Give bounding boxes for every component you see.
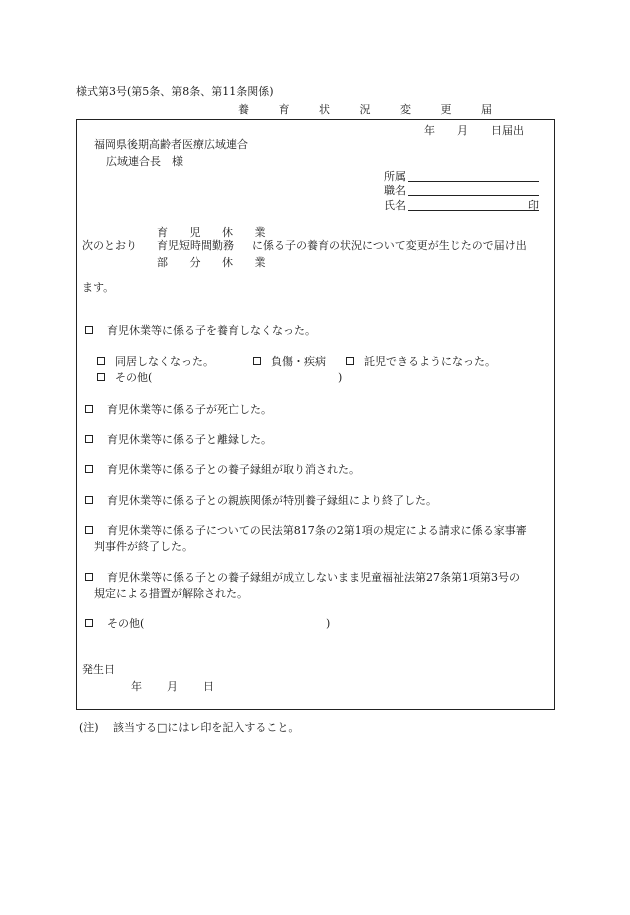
reason-placement-lifted-line1: 育児休業等に係る子との養子縁組が成立しないまま児童福祉法第27条第1項第3号の xyxy=(107,571,520,584)
checkbox-family-court[interactable] xyxy=(85,526,93,534)
reason-relationship-ended-text: 育児休業等に係る子との親族関係が特別養子縁組により終了した。 xyxy=(107,494,437,507)
checkbox-adoption-cancelled[interactable] xyxy=(85,465,93,473)
checkbox-injury-illness[interactable] xyxy=(253,357,261,365)
checkbox-other[interactable] xyxy=(85,619,93,627)
checkbox-no-longer-raising[interactable] xyxy=(85,326,93,334)
name-label: 氏名 xyxy=(384,199,406,212)
sub-childcare-available-text: 託児できるようになった。 xyxy=(364,355,496,368)
addressee-recipient: 広域連合長 様 xyxy=(106,155,183,168)
affiliation-label: 所属 xyxy=(384,170,406,183)
seal-mark: 印 xyxy=(528,199,539,212)
reason-placement-lifted-line2: 規定による措置が解除された。 xyxy=(94,587,248,600)
submission-month: 月 xyxy=(457,124,468,137)
submission-day: 日届出 xyxy=(491,124,524,137)
option-childcare-leave: 育 児 休 業 xyxy=(157,226,275,239)
sub-other xyxy=(97,372,152,383)
sub-injury-illness-text: 負傷・疾病 xyxy=(271,355,326,368)
statement-prefix: 次のとおり xyxy=(82,239,137,252)
reason-other xyxy=(85,618,144,629)
occurrence-label: 発生日 xyxy=(82,663,115,676)
checkbox-relationship-ended[interactable] xyxy=(85,496,93,504)
statement-suffix: に係る子の養育の状況について変更が生じたので届け出 xyxy=(252,239,527,252)
reason-family-court-line2: 判事件が終了した。 xyxy=(94,540,193,553)
reason-no-longer-raising xyxy=(85,325,316,336)
option-short-hours: 育児短時間勤務 xyxy=(157,239,234,252)
occurrence-day: 日 xyxy=(203,680,214,693)
sub-not-cohabiting xyxy=(97,356,214,367)
reason-other-open-text: その他( xyxy=(107,617,145,630)
sub-not-cohabiting-text: 同居しなくなった。 xyxy=(115,355,214,368)
statement-continuation: ます。 xyxy=(82,281,115,294)
note-text: 該当する□にはレ印を記入すること。 xyxy=(113,721,300,734)
occurrence-year: 年 xyxy=(131,680,142,693)
form-number: 様式第3号(第5条、第8条、第11条関係) xyxy=(76,85,274,98)
reason-placement-lifted xyxy=(85,572,520,583)
checkbox-placement-lifted[interactable] xyxy=(85,573,93,581)
sub-other-open-text: その他( xyxy=(115,371,153,384)
reason-no-longer-raising-text: 育児休業等に係る子を養育しなくなった。 xyxy=(107,324,316,337)
option-partial-leave: 部 分 休 業 xyxy=(157,256,275,269)
affiliation-field[interactable] xyxy=(408,181,539,182)
note-label: (注) xyxy=(79,721,99,734)
reason-other-close: ) xyxy=(326,617,331,630)
sub-childcare-available xyxy=(346,356,496,367)
addressee-organization: 福岡県後期高齢者医療広域連合 xyxy=(94,138,248,151)
reason-child-separated-text: 育児休業等に係る子と離縁した。 xyxy=(107,433,272,446)
sub-injury-illness xyxy=(253,356,326,367)
sub-other-close: ) xyxy=(338,371,343,384)
reason-family-court-line1: 育児休業等に係る子についての民法第817条の2第1項の規定による請求に係る家事審 xyxy=(107,524,527,537)
checkbox-child-separated[interactable] xyxy=(85,435,93,443)
reason-adoption-cancelled xyxy=(85,464,360,475)
form-title: 養 育 状 況 変 更 届 xyxy=(238,103,505,116)
checkbox-childcare-available[interactable] xyxy=(346,357,354,365)
checkbox-sub-other[interactable] xyxy=(97,373,105,381)
occurrence-month: 月 xyxy=(167,680,178,693)
reason-relationship-ended xyxy=(85,495,437,506)
reason-child-died-text: 育児休業等に係る子が死亡した。 xyxy=(107,403,272,416)
reason-child-died xyxy=(85,404,272,415)
job-title-label: 職名 xyxy=(384,184,406,197)
reason-family-court xyxy=(85,525,527,536)
name-field[interactable] xyxy=(408,210,539,211)
reason-adoption-cancelled-text: 育児休業等に係る子との養子縁組が取り消された。 xyxy=(107,463,360,476)
job-title-field[interactable] xyxy=(408,195,539,196)
checkbox-not-cohabiting[interactable] xyxy=(97,357,105,365)
checkbox-child-died[interactable] xyxy=(85,405,93,413)
submission-year: 年 xyxy=(424,124,435,137)
reason-child-separated xyxy=(85,434,272,445)
